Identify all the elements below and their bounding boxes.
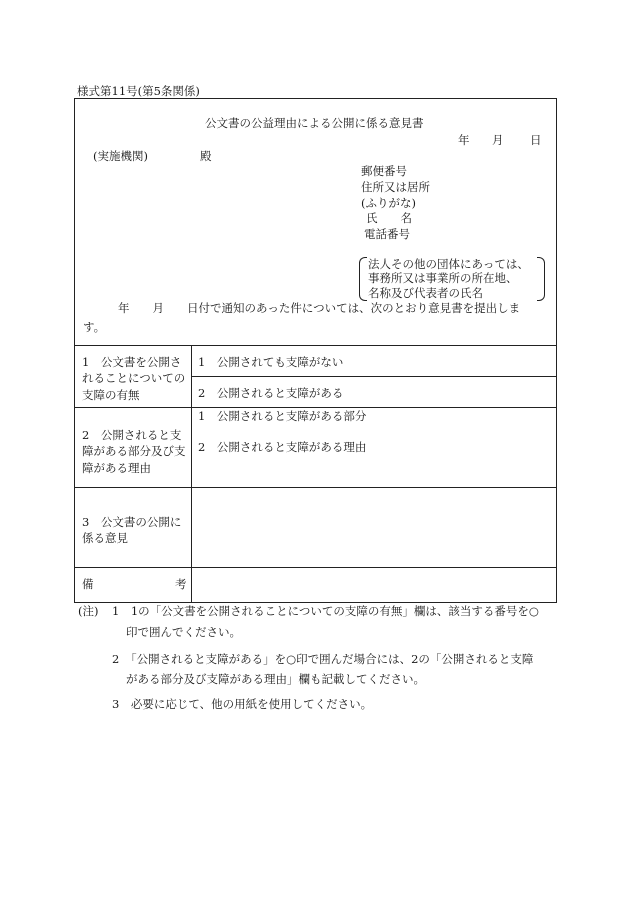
furigana-label: (ふりがな) [361,196,416,210]
note-item-cont: 印で囲んでください。 [126,625,241,639]
notes-heading: (注) [78,604,99,618]
intro-text-cont: す。 [83,320,106,334]
note-item: 1 1の「公文書を公開されることについての支障の有無」欄は、該当する番号を○ [112,604,539,618]
option-impeded-part[interactable]: 1 公開されると支障がある部分 [198,409,367,423]
form-number-label: 様式第11号(第5条関係) [77,84,200,98]
row-label-opinion: 3 公文書の公開に係る意見 [82,515,182,546]
date-day: 日 [530,133,542,147]
date-month: 月 [492,133,504,147]
option-no-impediment[interactable]: 1 公開されても支障がない [198,355,344,369]
table-top-border [75,345,556,346]
note-item: 2 「公開されると支障がある」を○印で囲んだ場合には、2の「公開されると支障 [112,652,534,666]
corporation-note-line: 事務所又は事業所の所在地、 [368,271,518,285]
phone-label: 電話番号 [364,227,410,241]
date-year: 年 [458,133,470,147]
row-label-impeded-parts: 2 公開されると支障がある部分及び支障がある理由 [82,428,186,475]
agency-label: (実施機関) [93,149,148,163]
row-label-impediment: 1 公文書を公開されることについての支障の有無 [82,355,186,402]
note-item-cont: がある部分及び支障がある理由」欄も記載してください。 [126,672,425,686]
intro-text: 年 月 日付で通知のあった件については、次のとおり意見書を提出しま [118,301,521,315]
right-bracket [537,257,545,301]
document-title: 公文書の公益理由による公開に係る意見書 [205,116,424,130]
option-divider [191,376,556,377]
corporation-note-line: 名称及び代表者の氏名 [368,286,483,300]
dono-label: 殿 [200,149,212,163]
remarks-field[interactable] [192,568,556,602]
remarks-label-right: 考 [175,577,187,591]
option-impediment[interactable]: 2 公開されると支障がある [198,386,344,400]
corporation-note-line: 法人その他の団体にあっては、 [368,257,529,271]
postal-code-label: 郵便番号 [361,164,407,178]
left-bracket [359,257,367,301]
option-impeded-reason[interactable]: 2 公開されると支障がある理由 [198,440,367,454]
remarks-label-left: 備 [82,577,94,591]
note-item: 3 必要に応じて、他の用紙を使用してください。 [112,697,373,711]
address-label: 住所又は居所 [361,180,430,194]
name-label: 氏 名 [366,211,412,225]
opinion-field[interactable] [192,488,556,566]
row-divider [75,407,556,408]
corporation-note [359,257,545,301]
